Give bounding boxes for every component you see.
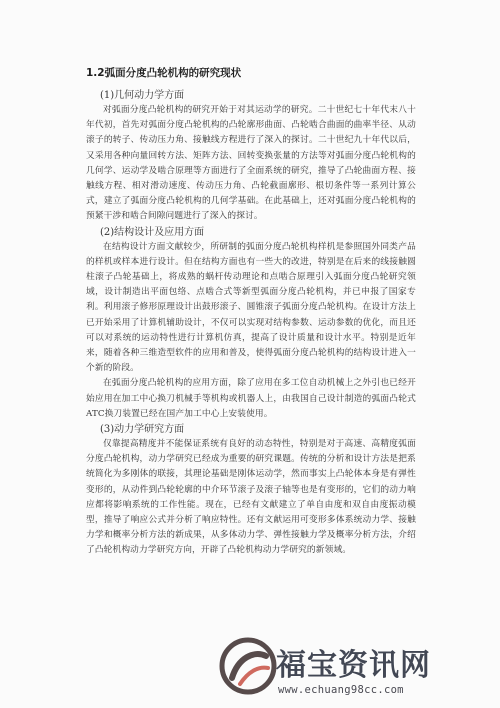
section-title: 1.2弧面分度凸轮机构的研究现状 <box>86 67 242 79</box>
subsection-heading: (3)动力学研究方面 <box>100 424 185 436</box>
subsection-geometry <box>86 88 416 225</box>
watermark-url: www.echuang98cc.com <box>278 684 404 696</box>
site-logo-icon <box>218 636 278 696</box>
paragraph: 对弧面分度凸轮机构的研究开始于对其运动学的研究。二十世纪七十年代末八十年代初，首先对弧面分度凸轮机构的凸轮廓形曲面、凸轮啮合曲面的曲率半径、从动滚子的转子、传动压力角、接触线方程进行了深入的探讨。二十世纪九十年代以后，又采用各种向量回转方法、矩阵方法、回转变换张量的方法等对弧面分度凸轮机构的几何学、运动学及啮合原理等方面进行了全面系统的研究，推导了凸轮曲面方程、接触线方程、相对滑动速度、传动压力角、凸轮截面廓形、根切条件等一系列计算公式，建立了弧面分度凸轮机构的几何学基础。在此基础上，还对弧面分度凸轮机构的预紧干涉和啮合间隙问题进行了深入的探讨。 <box>86 105 416 222</box>
site-watermark <box>218 630 500 708</box>
paragraph: 在弧面分度凸轮机构的应用方面，除了应用在多工位自动机械上之外引也已经开始应用在加工中心换刀机械手等机构或机器人上，由我国自己设计制造的弧面凸轮式ATC换刀装置已经在国产加工中心上安装使用。 <box>86 378 416 419</box>
subsection-heading: (2)结构设计及应用方面 <box>100 226 205 238</box>
document-body <box>86 66 416 559</box>
paragraph: 在结构设计方面文献较少，所研制的弧面分度凸轮机构样机是参照国外同类产品的样机或样本进行设计。但在结构方面也有一些大的改进，特别是在后来的线接触圆柱滚子凸轮基础上，将成熟的蜗杆传动理论和点啮合原理引入弧面分度凸轮研究领域，设计制造出平面包络、点啮合式等新型弧面分度凸轮机构，并已申报了国家专利。利用滚子修形原理设计出鼓形滚子、圆锥滚子弧面分度凸轮机构。在设计方法上已开始采用了计算机辅助设计，不仅可以实现对结构参数、运动参数的优化，而且还可以对系统的运动特性进行计算机仿真，提高了设计质量和设计水平。特别是近年来，随着各种三维造型软件的应用和普及，使得弧面分度凸轮机构的结构设计进入一个新的阶段。 <box>86 241 416 374</box>
subsection-dynamics <box>86 422 416 559</box>
subsection-structure <box>86 225 416 422</box>
paragraph: 仅靠提高精度并不能保证系统有良好的动态特性，特别是对于高速、高精度弧面分度凸轮机构，动力学研究已经成为重要的研究课题。传统的分析和设计方法是把系统简化为多刚体的联接，其理论基础是刚体运动学，然而事实上凸轮体本身是有弹性变形的，从动件到凸轮轮廓的中介环节滚子及滚子轴等也是有变形的，它们的动力响应都将影响系统的工作性能。现在，已经有文献建立了单自由度和双自由度振动模型，推导了响应公式并分析了响应特性。还有文献运用可变形多体系统动力学、接触力学和概率分析方法的新成果，从多体动力学、弹性接触力学及概率分析方法，介绍了凸轮机构动力学研究方向，开辟了凸轮机构动力学研究的新领域。 <box>86 439 416 556</box>
subsection-heading: (1)几何动力学方面 <box>100 90 185 101</box>
watermark-title: 福宝资讯网 <box>276 648 431 683</box>
